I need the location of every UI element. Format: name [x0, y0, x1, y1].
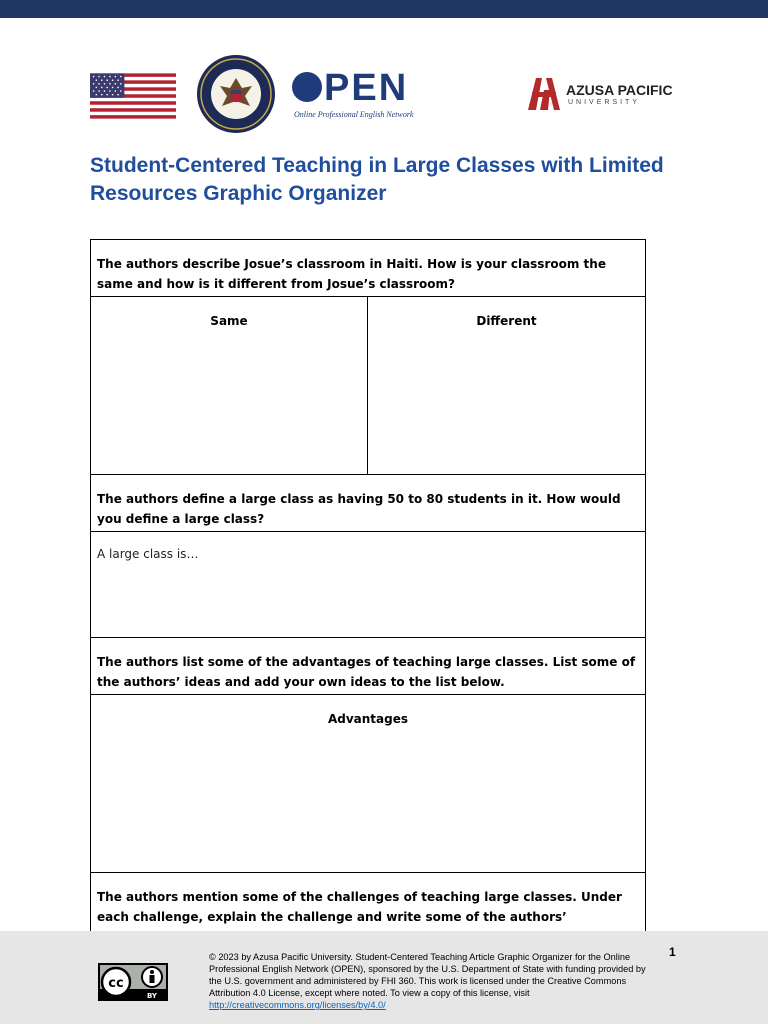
apu-mark-icon [526, 76, 562, 112]
graphic-organizer-table [90, 239, 646, 949]
apu-subtitle: UNIVERSITY [568, 99, 641, 106]
large-class-prompt: A large class is… [97, 547, 199, 561]
document-title: Student-Centered Teaching in Large Classes with Limited Resources Graphic Organizer [90, 154, 664, 205]
same-cell[interactable] [91, 297, 368, 475]
svg-text:cc: cc [108, 976, 124, 991]
open-logo-subtitle: Online Professional English Network [294, 110, 414, 119]
question-3: The authors list some of the advantages of teaching large classes. List some of the authors’ ideas and add your own ideas to the list below. [91, 638, 646, 695]
open-logo-word: PEN [292, 68, 408, 108]
question-2: The authors define a large class as having 50 to 80 students in it. How would you define a large class? [91, 475, 646, 532]
creative-commons-by-icon [98, 963, 168, 1001]
license-link[interactable]: http://creativecommons.org/licenses/by/4.0/ [209, 1000, 386, 1010]
open-logo [292, 68, 432, 124]
different-header: Different [476, 314, 537, 328]
page-number: 1 [669, 945, 676, 959]
department-of-state-seal-icon [196, 54, 276, 134]
top-bar [0, 0, 768, 18]
license-body: © 2023 by Azusa Pacific University. Student-Centered Teaching Article Graphic Organizer for the Online Professional English Network (OPEN), sponsored by the U.S. Department of State with funding provided by the U.S. government and administered by FHI 360. This work is licensed under the Creative Commons Attribution 4.0 License, except where noted. To view a copy of this license, visit [209, 952, 646, 998]
logo-row [0, 50, 768, 142]
question-1: The authors describe Josue’s classroom in Haiti. How is your classroom the same and how is it different from Josue’s classroom? [91, 240, 646, 297]
question-4: The authors mention some of the challenges of teaching large classes. Under each challenge, explain the challenge and write some of the authors’ [91, 873, 646, 950]
advantages-cell[interactable] [91, 695, 646, 873]
cc-by-label: BY [146, 992, 158, 1000]
license-text [209, 951, 649, 1011]
azusa-pacific-logo [526, 76, 686, 116]
advantages-header: Advantages [327, 712, 409, 726]
us-flag-icon [90, 72, 176, 120]
globe-icon [292, 72, 322, 102]
large-class-answer-cell[interactable] [91, 532, 646, 638]
different-cell[interactable] [368, 297, 646, 475]
apu-name: AZUSA PACIFIC [566, 82, 673, 98]
footer [0, 931, 768, 1024]
same-header: Same [210, 314, 248, 328]
